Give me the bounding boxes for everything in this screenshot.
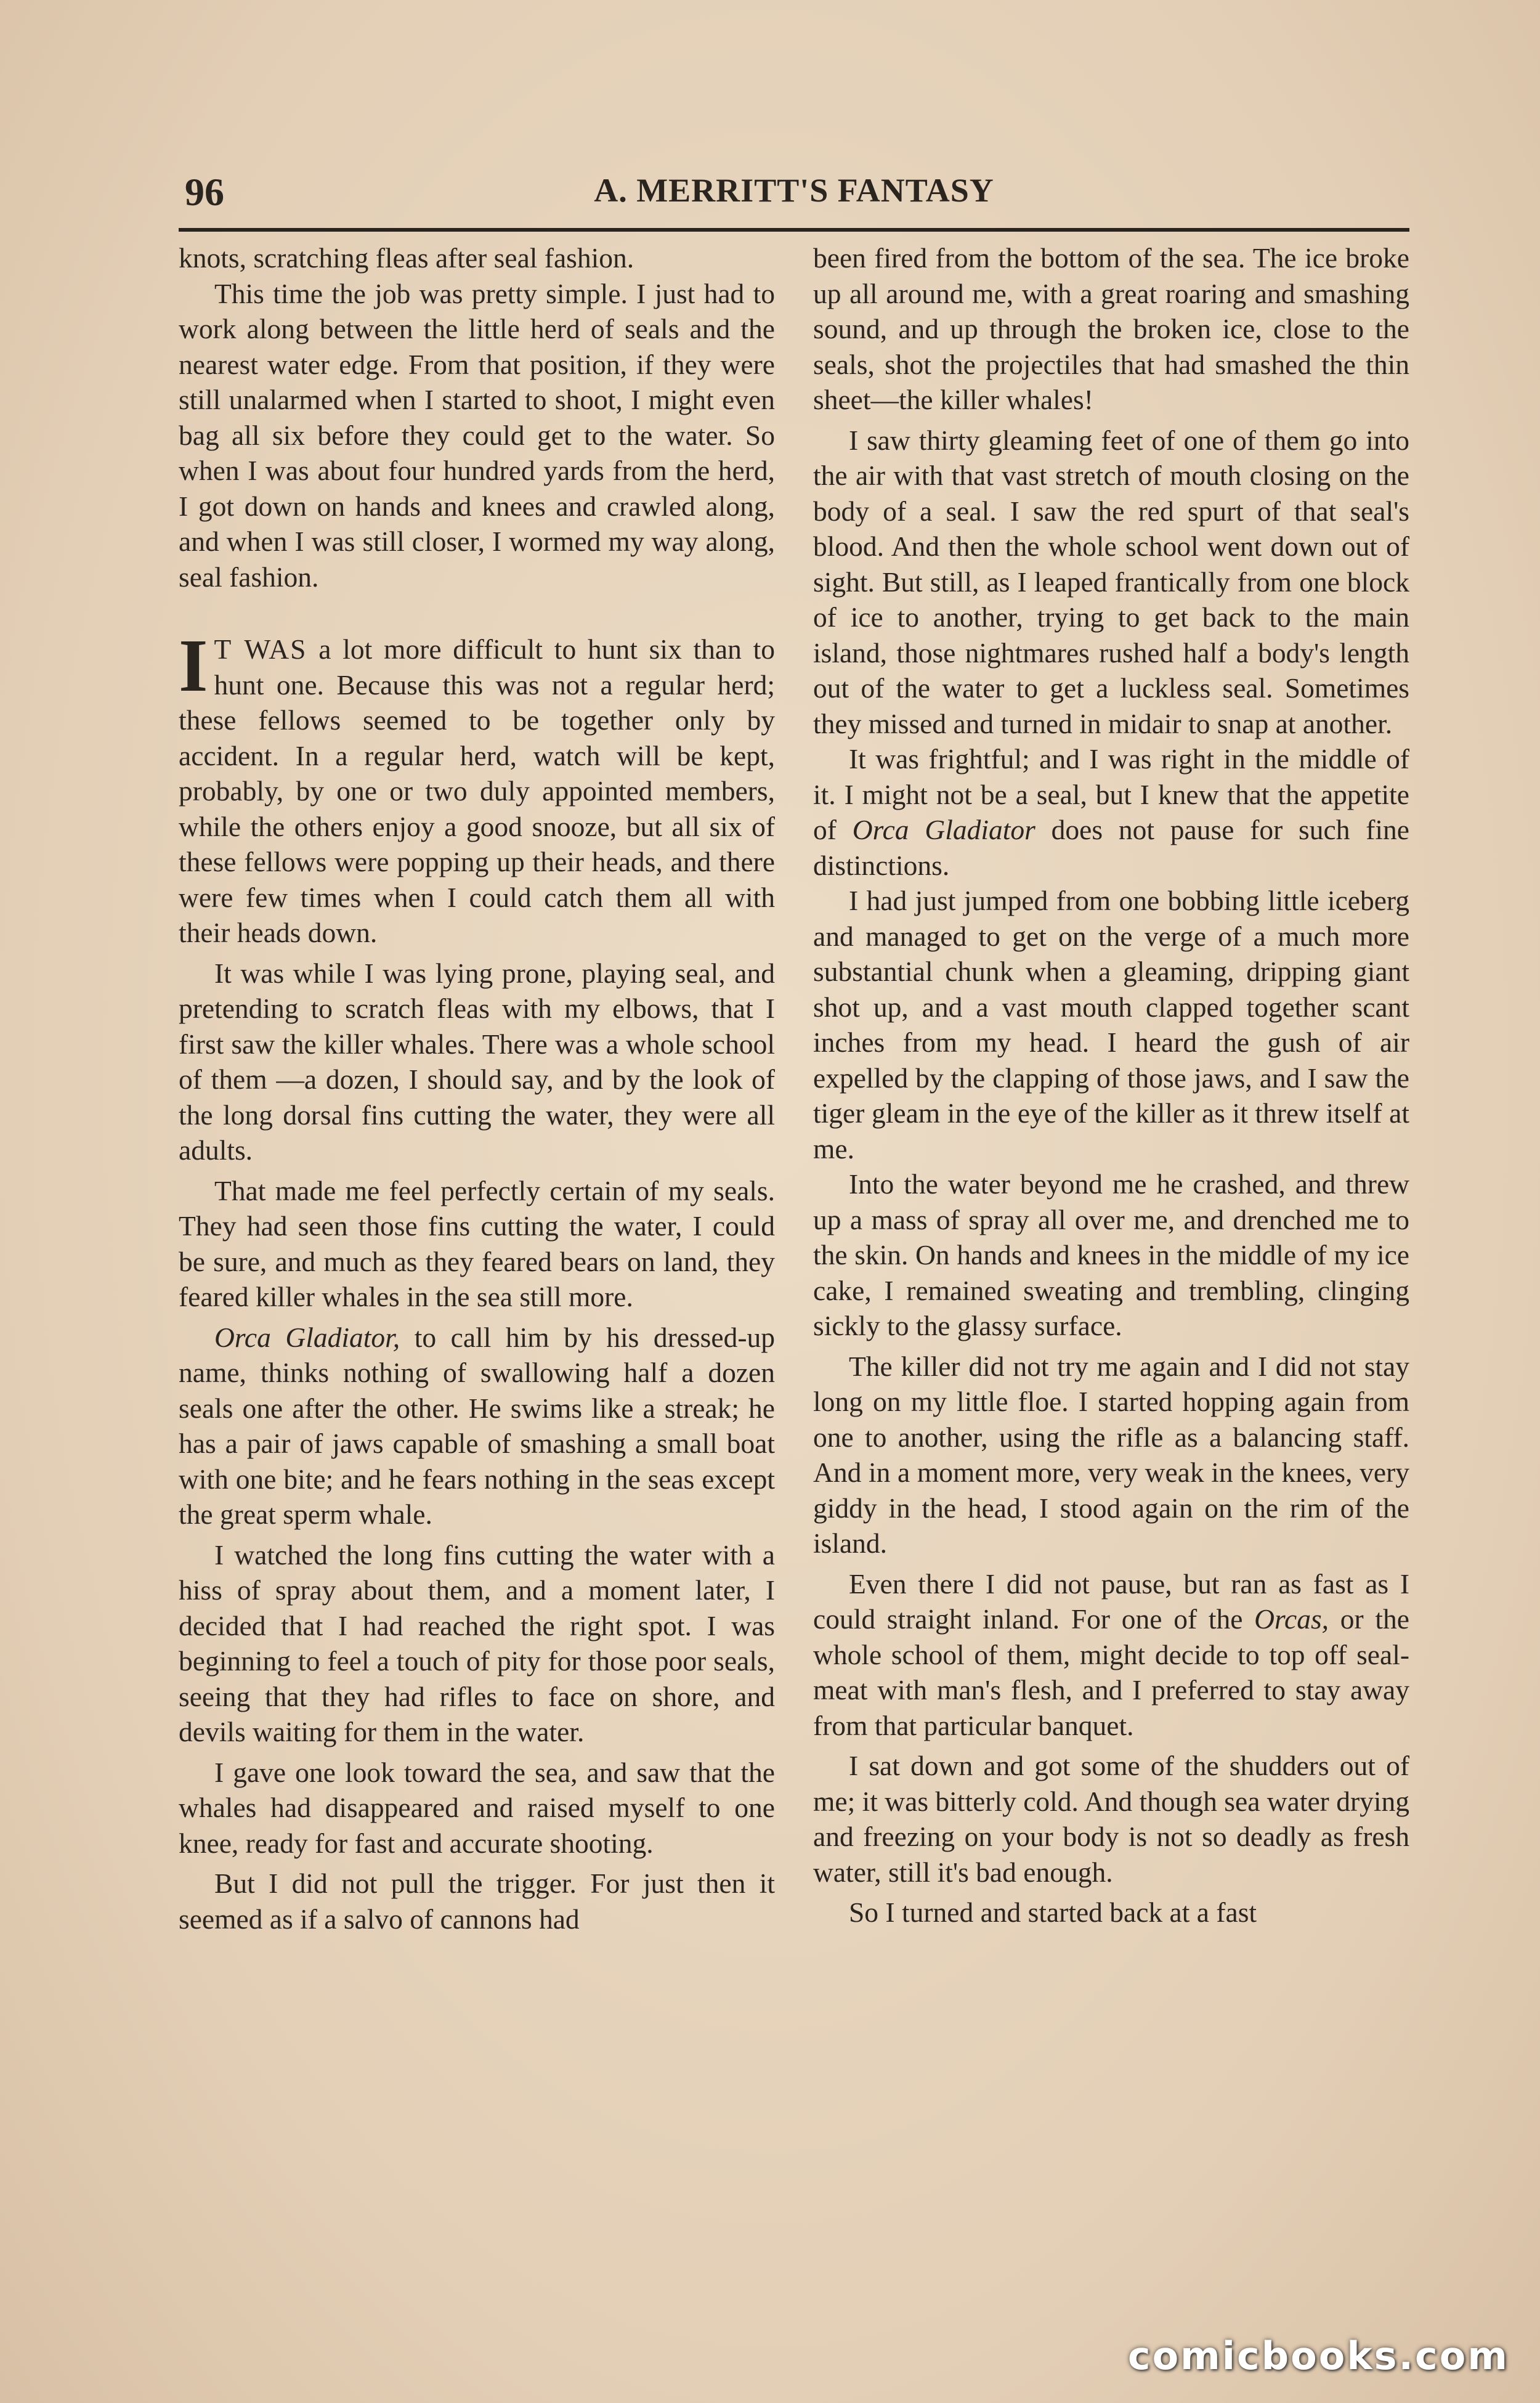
paragraph: I had just jumped from one bobbing little iceberg and managed to get on the verge of a much more substantial chunk when a gleaming, dripping giant shot up, and a vast mouth clapped together scant inches from my head. I heard the gush of air expelled by the clapping of those jaws, and I saw the tiger gleam in the eye of the killer as it threw itself at me. (813, 885, 1409, 1165)
paragraph-text: It was frightful; and I was right in the middle of it. I might not be a seal, but I knew that the appetite of (813, 743, 1409, 845)
paragraph-text: Even there I did not pause, but ran as fast as I could straight inland. For one of the (813, 1567, 1409, 1635)
magazine-page (179, 166, 1409, 2249)
paragraph: This time the job was pretty simple. I just had to work along between the little herd of seals and the nearest water edge. From that position, if they were still unalarmed when I started to shoot, I might even bag all six before they could get to the water. So when I was about four hundred yards from the herd, I got down on hands and knees and crawled along, and when I was still closer, I wormed my way along, seal fashion. (179, 277, 775, 593)
paragraph: The killer did not try me again and I did not stay long on my little floe. I started hopping again from one to another, using the rifle as a balancing staff. And in a moment more, very weak in the knees, very giddy in the head, I stood again on the rim of the island. (813, 1350, 1409, 1559)
italic-name: Orca Gladiator, (214, 1321, 400, 1353)
small-caps-lead: T WAS (214, 633, 307, 665)
left-column (179, 240, 775, 2243)
paragraph-text: a lot more difficult to hunt six than to hunt one. Because this was not a regular herd; these fellows seemed to be together only by accident. In a regular herd, watch will be kept, probably, by one or two duly appointed members, while the others enjoy a good snooze, but all six of these fellows were popping up their heads, and there were few times when I could catch them all with their heads down. (179, 633, 775, 948)
paragraph-text: to call him by his dressed-up name, thinks nothing of swallowing half a dozen seals one after the other. He swims like a streak; he has a pair of jaws capable of smashing a small boat with one bite; and he fears nothing in the seas except the great sperm whale. (179, 1321, 775, 1530)
running-title: A. MERRITT'S FANTASY (594, 172, 994, 209)
paragraph-text: does not pause for such fine distinctions. (813, 814, 1409, 881)
paragraph: So I turned and started back at a fast (849, 1897, 1257, 1928)
paragraph: I gave one look toward the sea, and saw that the whales had disappeared and raised myself to one knee, ready for fast and accurate shooting. (179, 1756, 775, 1859)
italic-name: Orca Gladiator (852, 814, 1035, 845)
paragraph: knots, scratching fleas after seal fashion. (179, 242, 634, 274)
right-column (813, 240, 1409, 2243)
paragraph (179, 1320, 775, 1532)
paragraph: I sat down and got some of the shudders out of me; it was bitterly cold. And though sea water drying and freezing on your body is not so deadly as fresh water, still it's bad enough. (813, 1750, 1409, 1888)
paragraph-text: or the whole school of them, might decide to top off seal-meat with man's flesh, and I preferred to stay away from that particular banquet. (813, 1603, 1409, 1741)
drop-cap: I (179, 624, 208, 707)
section-opening-paragraph (179, 624, 775, 951)
paragraph: I watched the long fins cutting the water with a hiss of spray about them, and a moment later, I decided that I had reached the right spot. I was beginning to feel a touch of pity for those poor seals, seeing that they had rifles to face on shore, and devils waiting for them in the water. (179, 1539, 775, 1747)
page-number: 96 (185, 170, 224, 214)
paragraph: been fired from the bottom of the sea. The ice broke up all around me, with a great roaring and smashing sound, and up through the broken ice, close to the seals, shot the projectiles that had smashed the thin sheet—the killer whales! (813, 242, 1409, 415)
italic-name: Orcas, (1254, 1603, 1329, 1635)
watermark: comicbooks.com (1127, 2333, 1509, 2378)
paragraph: It was while I was lying prone, playing seal, and pretending to scratch fleas with my elbows, that I first saw the killer whales. There was a whole school of them —a dozen, I should say, and by the look of the long dorsal fins cutting the water, they were all adults. (179, 957, 775, 1166)
paragraph: I saw thirty gleaming feet of one of them go into the air with that vast stretch of mouth closing on the body of a seal. I saw the red spurt of that seal's blood. And then the whole school went down out of sight. But still, as I leaped frantically from one block of ice to another, trying to get back to the main island, those nightmares rushed half a body's length out of the water to get a luckless seal. Sometimes they missed and turned in midair to snap at another. (813, 424, 1409, 739)
paragraph: That made me feel perfectly certain of my seals. They had seen those fins cutting the water, I could be sure, and much as they feared bears on land, they feared killer whales in the sea still more. (179, 1174, 775, 1312)
paragraph: But I did not pull the trigger. For just then it seemed as if a salvo of cannons had (179, 1868, 775, 1935)
paragraph (813, 741, 1409, 883)
paragraph: Into the water beyond me he crashed, and threw up a mass of spray all over me, and drenched me to the skin. On hands and knees in the middle of my ice cake, I remained sweating and trembling, clinging sickly to the glassy surface. (813, 1168, 1409, 1341)
page-header (179, 166, 1409, 232)
paragraph (813, 1566, 1409, 1744)
